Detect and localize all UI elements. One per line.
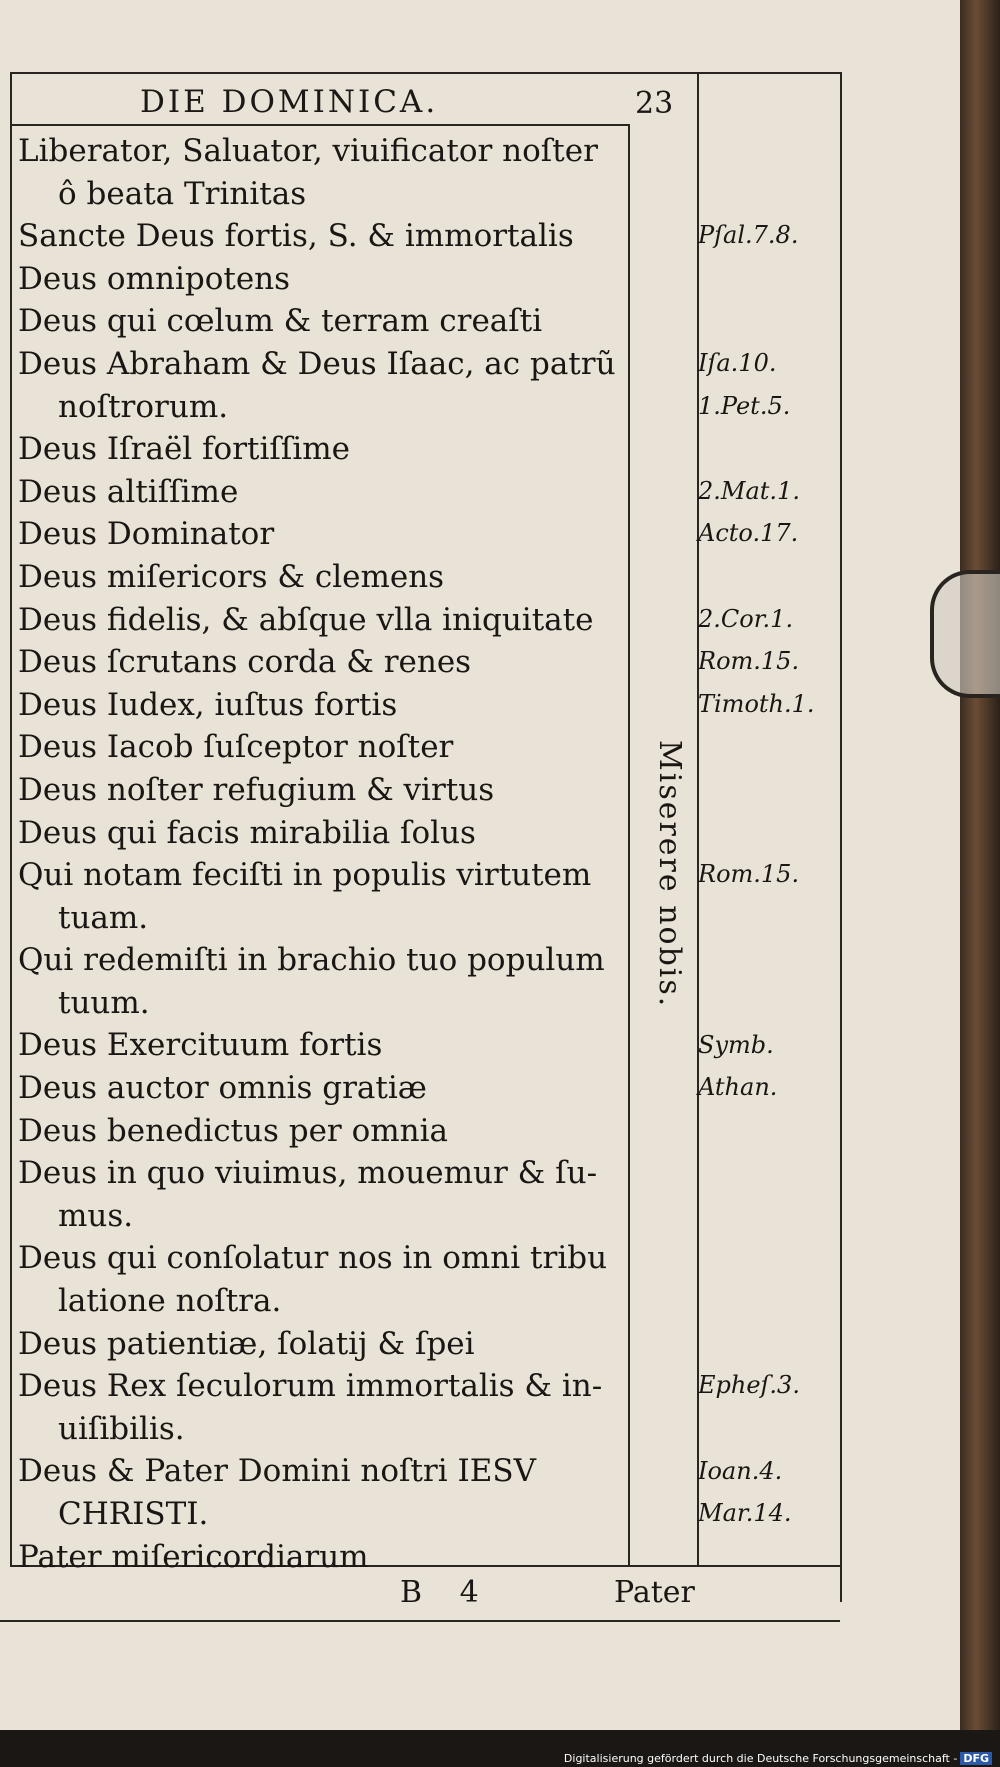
left-frame-line bbox=[10, 72, 12, 1567]
margin-reference: Athan. bbox=[698, 1073, 778, 1102]
text-line: Deus miſericors & clemens bbox=[18, 558, 445, 595]
text-line: Deus patientiæ, ſolatij & ſpei bbox=[18, 1325, 475, 1362]
margin-reference: 2.Cor.1. bbox=[698, 604, 794, 633]
text-line: uiſibilis. bbox=[58, 1410, 185, 1447]
text-line: Deus Rex ſeculorum immortalis & in- bbox=[18, 1368, 603, 1405]
margin-reference: Mar.14. bbox=[698, 1499, 792, 1528]
margin-reference: 2.Mat.1. bbox=[698, 476, 800, 505]
header-rule bbox=[10, 124, 630, 126]
text-line: Qui redemiſti in brachio tuo populum bbox=[18, 942, 605, 979]
text-line: Deus benedictus per omnia bbox=[18, 1112, 449, 1149]
dfg-logo: DFG bbox=[960, 1752, 992, 1765]
text-line: Deus qui facis mirabilia ſolus bbox=[18, 814, 476, 851]
text-line: Deus ſcrutans corda & renes bbox=[18, 644, 472, 681]
margin-reference: Symb. bbox=[698, 1030, 774, 1059]
text-line: mus. bbox=[58, 1197, 134, 1234]
text-line: CHRISTI. bbox=[58, 1496, 209, 1532]
text-line: latione noſtra. bbox=[58, 1283, 282, 1320]
text-line: tuum. bbox=[58, 984, 150, 1021]
book-binding-edge bbox=[960, 0, 1000, 1730]
text-column-line bbox=[628, 126, 630, 1567]
text-line: Deus auctor omnis gratiæ bbox=[18, 1070, 427, 1107]
signature-mark: B 4 bbox=[400, 1575, 493, 1610]
margin-reference: Iſa.10. bbox=[698, 349, 777, 377]
text-line: tuam. bbox=[58, 899, 149, 936]
margin-reference: Epheſ.3. bbox=[698, 1371, 800, 1400]
text-line: Liberator, Saluator, viuificator noſter bbox=[18, 133, 598, 169]
text-line: Deus noſter refugium & virtus bbox=[18, 771, 495, 808]
margin-reference: Acto.17. bbox=[698, 519, 799, 548]
refrain-column-line bbox=[697, 72, 699, 1567]
text-line: Deus qui conſolatur nos in omni tribu bbox=[18, 1240, 608, 1277]
text-line: Deus Abraham & Deus Iſaac, ac patrũ bbox=[18, 345, 616, 382]
margin-reference: Rom.15. bbox=[698, 860, 800, 889]
margin-reference: Pſal.7.8. bbox=[698, 221, 799, 250]
text-line: Pater miſericordiarum bbox=[18, 1538, 369, 1575]
page-number: 23 bbox=[635, 86, 674, 121]
catchword: Pater bbox=[614, 1575, 695, 1610]
running-head: DIE DOMINICA. bbox=[140, 84, 439, 120]
text-line: Deus Exercituum fortis bbox=[18, 1027, 383, 1064]
margin-reference: 1.Pet.5. bbox=[698, 391, 791, 420]
right-frame-line bbox=[840, 72, 842, 1602]
book-clasp bbox=[930, 570, 1000, 698]
digitization-credit bbox=[564, 1752, 992, 1765]
text-line: ô beata Trinitas bbox=[58, 175, 307, 212]
text-line: Qui notam feciſti in populis virtutem bbox=[18, 857, 592, 894]
text-line: Deus Iudex, iuſtus fortis bbox=[18, 686, 398, 723]
text-line: Deus in quo viuimus, mouemur & ſu- bbox=[18, 1155, 598, 1192]
text-line: Deus Iſraël fortiſſime bbox=[18, 431, 350, 468]
text-line: noſtrorum. bbox=[58, 388, 229, 425]
text-line: Sancte Deus fortis, S. & immortalis bbox=[18, 218, 574, 255]
text-line: Deus & Pater Domini noſtri IESV bbox=[18, 1453, 537, 1490]
margin-reference: Timoth.1. bbox=[698, 689, 815, 718]
litany-text bbox=[18, 130, 628, 1578]
text-line: Deus altiſſime bbox=[18, 473, 239, 510]
margin-reference: Rom.15. bbox=[698, 647, 800, 676]
margin-reference: Ioan.4. bbox=[698, 1456, 783, 1485]
top-rule bbox=[10, 72, 842, 74]
credit-text: Digitalisierung gefördert durch die Deutsche Forschungsgemeinschaft - bbox=[563, 1752, 958, 1765]
text-line: Deus qui cœlum & terram creaſti bbox=[18, 303, 543, 340]
refrain-miserere: Miserere nobis. bbox=[652, 740, 687, 1009]
base-rule bbox=[0, 1620, 840, 1622]
text-line: Deus Dominator bbox=[18, 516, 275, 553]
text-line: Deus omnipotens bbox=[18, 260, 291, 297]
text-line: Deus Iacob ſuſceptor noſter bbox=[18, 729, 454, 766]
text-line: Deus fidelis, & abſque vlla iniquitate bbox=[18, 601, 594, 638]
